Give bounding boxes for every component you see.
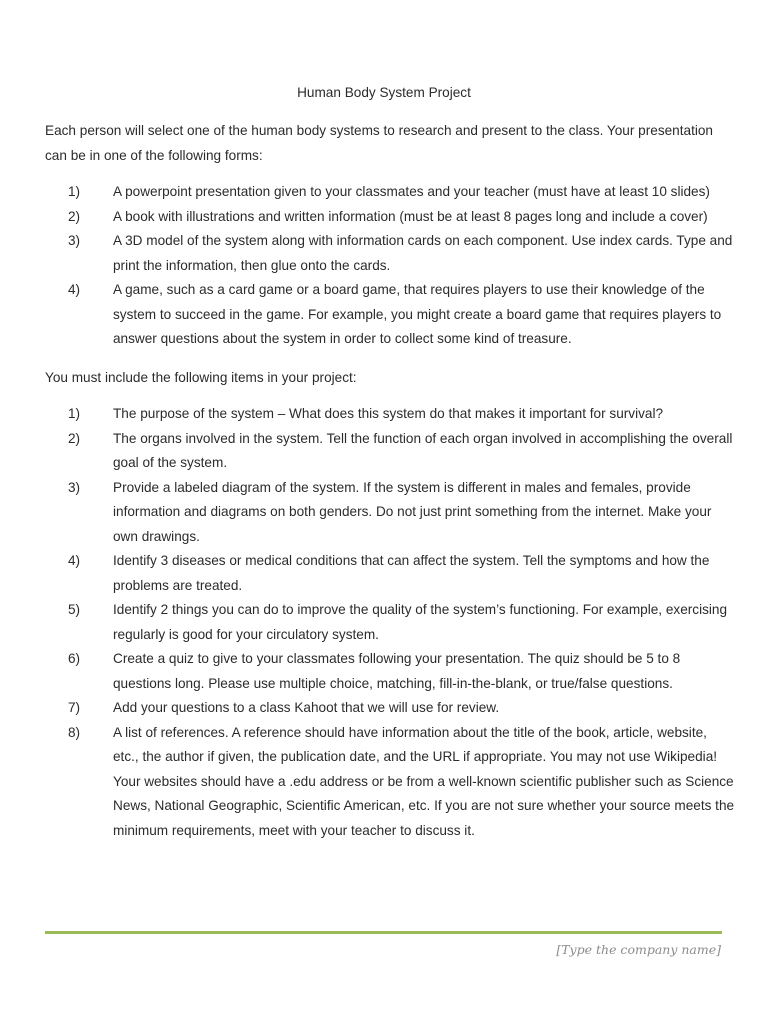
list-item	[45, 476, 735, 550]
list-number: 2)	[68, 208, 81, 224]
list-item-text: Create a quiz to give to your classmates following your presentation. The quiz should be 5 to 8 questions long. Please use multiple choice, matching, fill-in-the-blank, or true/false questions.	[113, 651, 681, 691]
list-number: 3)	[68, 233, 81, 248]
list-number: 1)	[68, 406, 81, 421]
list-item-text: The purpose of the system – What does this system do that makes it important for survival?	[113, 406, 664, 421]
list-item-text: A 3D model of the system along with information cards on each component. Use index cards. Type and print the information, then glue onto the cards.	[113, 233, 733, 273]
document-title: Human Body System Project	[297, 85, 471, 100]
list-item	[45, 427, 735, 476]
list-number: 2)	[68, 430, 81, 446]
list-number: 3)	[68, 479, 81, 495]
intro-paragraph: Each person will select one of the human body systems to research and present to the class. Your presentation can be in one of the following forms:	[45, 123, 713, 163]
list-item	[45, 229, 735, 278]
list-item	[45, 647, 735, 696]
list-number: 4)	[68, 282, 81, 297]
company-name-placeholder[interactable]: [Type the company name]	[556, 942, 721, 957]
list-item	[45, 696, 735, 721]
list-item	[45, 402, 735, 427]
list-item-text: A list of references. A reference should have information about the title of the book, article, website, etc., the author if given, the publication date, and the URL if appropriate. You may not use Wikipedia! Your websites should have a .edu address or be from a well-known scientific publisher such as Science News, National Geographic, Scientific American, etc. If you are not sure whether your source meets the minimum requirements, meet with your teacher to discuss it.	[113, 724, 735, 838]
list-item-text: Identify 3 diseases or medical conditions that can affect the system. Tell the symptoms and how the problems are treated.	[113, 553, 710, 593]
list-item	[45, 205, 735, 230]
list-item-text: The organs involved in the system. Tell the function of each organ involved in accomplishing the overall goal of the system.	[113, 430, 733, 470]
list-item-text: Provide a labeled diagram of the system. If the system is different in males and females, provide information and diagrams on both genders. Do not just print something from the internet. Make your own drawings.	[113, 479, 712, 544]
list-number: 5)	[68, 602, 81, 617]
list-number: 8)	[68, 724, 81, 740]
footer-divider	[45, 931, 722, 934]
presentation-forms-list	[45, 180, 735, 352]
list-number: 1)	[68, 184, 81, 199]
requirements-lead: You must include the following items in your project:	[45, 370, 357, 385]
list-item-text: A powerpoint presentation given to your classmates and your teacher (must have at least 10 slides)	[113, 184, 710, 199]
requirements-list	[45, 402, 735, 843]
list-item-text: Identify 2 things you can do to improve the quality of the system’s functioning. For example, exercising regularly is good for your circulatory system.	[113, 602, 728, 642]
list-item	[45, 278, 735, 352]
list-number: 6)	[68, 651, 81, 666]
list-item-text: Add your questions to a class Kahoot that we will use for review.	[113, 700, 500, 715]
list-item	[45, 721, 735, 844]
list-item	[45, 598, 735, 647]
list-item	[45, 549, 735, 598]
list-item-text: A game, such as a card game or a board game, that requires players to use their knowledge of the system to succeed in the game. For example, you might create a board game that requires players to answer questions about the system in order to collect some kind of treasure.	[113, 282, 722, 346]
list-number: 7)	[68, 700, 81, 715]
list-number: 4)	[68, 553, 81, 568]
list-item	[45, 180, 735, 205]
list-item-text: A book with illustrations and written information (must be at least 8 pages long and include a cover)	[113, 208, 708, 224]
